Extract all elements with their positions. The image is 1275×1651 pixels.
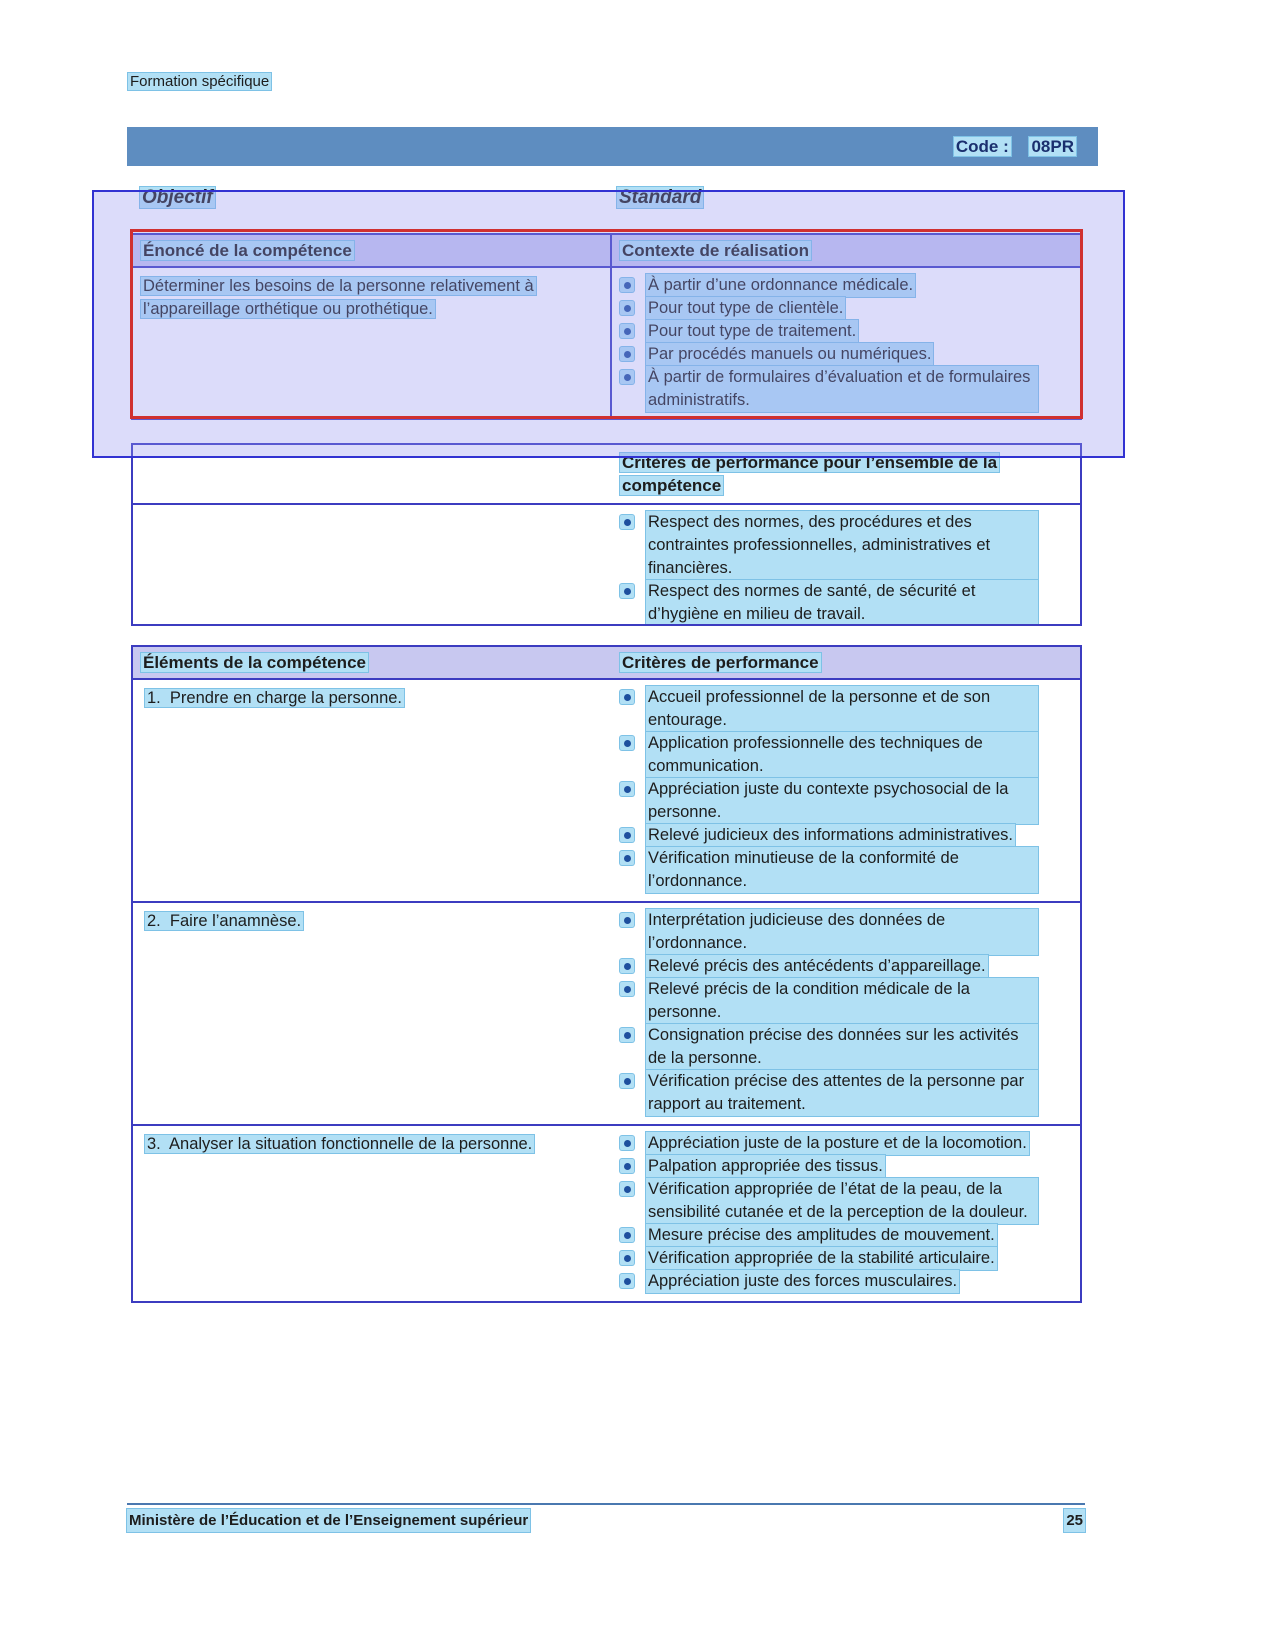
criteria-list — [612, 903, 1080, 1124]
empty-cell — [133, 445, 612, 503]
bullet-icon — [620, 828, 634, 842]
list-item — [618, 909, 1038, 955]
header-enonce-cell — [133, 235, 612, 266]
list-item — [618, 1178, 1038, 1224]
element-cell — [133, 680, 612, 901]
context-item-text: Pour tout type de clientèle. — [646, 297, 845, 320]
element-cell — [133, 903, 612, 1124]
header-elements-text: Éléments de la compétence — [143, 653, 366, 672]
list-item — [618, 1070, 1038, 1116]
overall-criteria-text: Respect des normes de santé, de sécurité et d’hygiène en milieu de travail. — [646, 580, 1038, 626]
competence-statement-table — [131, 233, 1082, 420]
criteria-text: Relevé judicieux des informations administratives. — [646, 824, 1015, 847]
page-footer — [127, 1503, 1085, 1532]
statement-text: Déterminer les besoins de la personne relativement à l’appareillage orthétique ou prothétique. — [143, 277, 534, 318]
standard-heading — [617, 186, 703, 209]
empty-cell — [133, 505, 612, 626]
header-criteria-text: Critères de performance — [622, 653, 819, 672]
criteria-text: Vérification minutieuse de la conformité de l’ordonnance. — [646, 847, 1038, 893]
header-elements-cell — [133, 647, 612, 678]
list-item — [618, 274, 1038, 297]
bullet-icon — [620, 1274, 634, 1288]
list-item — [618, 297, 1038, 320]
list-item — [618, 320, 1038, 343]
bullet-icon — [620, 324, 634, 338]
list-item — [618, 511, 1038, 580]
overall-criteria-body — [133, 505, 1080, 626]
list-item — [618, 847, 1038, 893]
page-number: 25 — [1064, 1509, 1085, 1532]
element-text: 1. Prendre en charge la personne. — [147, 689, 403, 707]
title-band — [127, 127, 1098, 166]
overall-criteria-text: Respect des normes, des procédures et des contraintes professionnelles, administratives et financières. — [646, 511, 1038, 580]
bullet-icon — [620, 370, 634, 384]
elements-table-header — [133, 647, 1080, 680]
criteria-text: Palpation appropriée des tissus. — [646, 1155, 885, 1178]
list-item — [618, 732, 1038, 778]
objectif-heading — [140, 186, 215, 209]
criteria-text: Relevé précis des antécédents d’appareillage. — [646, 955, 988, 978]
criteria-text: Relevé précis de la condition médicale de la personne. — [646, 978, 1038, 1024]
bullet-icon — [620, 301, 634, 315]
bullet-icon — [620, 1028, 634, 1042]
footer-ministry-text: Ministère de l’Éducation et de l’Enseignement supérieur — [127, 1509, 530, 1532]
bullet-icon — [620, 278, 634, 292]
bullet-icon — [620, 1074, 634, 1088]
table-row — [133, 1124, 1080, 1301]
list-item — [618, 778, 1038, 824]
bullet-icon — [620, 782, 634, 796]
document-code — [954, 135, 1076, 158]
criteria-text: Interprétation judicieuse des données de l’ordonnance. — [646, 909, 1038, 955]
criteria-text: Mesure précise des amplitudes de mouvement. — [646, 1224, 997, 1247]
header-criteria-cell — [612, 647, 1080, 678]
criteria-text: Consignation précise des données sur les activités de la personne. — [646, 1024, 1038, 1070]
overall-criteria-header-cell — [612, 445, 1080, 503]
list-item — [618, 1270, 1038, 1293]
bullet-icon — [620, 584, 634, 598]
overall-criteria-header — [133, 445, 1080, 505]
bullet-icon — [620, 959, 634, 973]
header-contexte-text: Contexte de réalisation — [622, 241, 810, 260]
criteria-text: Vérification précise des attentes de la personne par rapport au traitement. — [646, 1070, 1038, 1116]
criteria-text: Accueil professionnel de la personne et de son entourage. — [646, 686, 1038, 732]
bullet-icon — [620, 913, 634, 927]
bullet-icon — [620, 982, 634, 996]
criteria-text: Vérification appropriée de la stabilité articulaire. — [646, 1247, 997, 1270]
objectif-heading-text: Objectif — [142, 187, 213, 208]
list-item — [618, 686, 1038, 732]
list-item — [618, 1247, 1038, 1270]
list-item — [618, 1132, 1038, 1155]
bullet-icon — [620, 851, 634, 865]
bullet-icon — [620, 515, 634, 529]
bullet-icon — [620, 1159, 634, 1173]
standard-heading-text: Standard — [619, 187, 702, 208]
bullet-icon — [620, 1251, 634, 1265]
bullet-icon — [620, 1228, 634, 1242]
context-item-text: À partir de formulaires d’évaluation et de formulaires administratifs. — [646, 366, 1038, 412]
element-text: 2. Faire l’anamnèse. — [147, 912, 302, 930]
statement-cell — [133, 268, 612, 420]
criteria-text: Vérification appropriée de l’état de la peau, de la sensibilité cutanée et de la perception de la douleur. — [646, 1178, 1038, 1224]
list-item — [618, 580, 1038, 626]
bullet-icon — [620, 690, 634, 704]
overall-criteria-list — [612, 505, 1080, 626]
criteria-text: Appréciation juste de la posture et de la locomotion. — [646, 1132, 1029, 1155]
elements-table — [131, 645, 1082, 1303]
list-item — [618, 1224, 1038, 1247]
element-cell — [133, 1126, 612, 1301]
list-item — [618, 1024, 1038, 1070]
criteria-list — [612, 1126, 1080, 1301]
bullet-icon — [620, 1136, 634, 1150]
context-item-text: Pour tout type de traitement. — [646, 320, 858, 343]
section-label — [128, 70, 271, 93]
element-text: 3. Analyser la situation fonctionnelle de la personne. — [147, 1135, 533, 1153]
overall-criteria-table — [131, 443, 1082, 626]
criteria-text: Appréciation juste des forces musculaires. — [646, 1270, 959, 1293]
table-row — [133, 680, 1080, 901]
context-list — [612, 268, 1080, 420]
code-label: Code : — [955, 137, 1009, 156]
list-item — [618, 366, 1038, 412]
competence-table-body — [133, 268, 1080, 420]
section-label-text: Formation spécifique — [130, 73, 270, 90]
context-item-text: À partir d’une ordonnance médicale. — [646, 274, 915, 297]
table-row — [133, 901, 1080, 1124]
list-item — [618, 978, 1038, 1024]
bullet-icon — [620, 736, 634, 750]
context-item-text: Par procédés manuels ou numériques. — [646, 343, 933, 366]
list-item — [618, 824, 1038, 847]
overall-criteria-header-text: Critères de performance pour l’ensemble de la compétence — [622, 453, 998, 495]
list-item — [618, 343, 1038, 366]
criteria-text: Appréciation juste du contexte psychosocial de la personne. — [646, 778, 1038, 824]
header-contexte-cell — [612, 235, 1080, 266]
bullet-icon — [620, 1182, 634, 1196]
list-item — [618, 955, 1038, 978]
bullet-icon — [620, 347, 634, 361]
list-item — [618, 1155, 1038, 1178]
criteria-list — [612, 680, 1080, 901]
code-value: 08PR — [1031, 137, 1074, 156]
criteria-text: Application professionnelle des techniques de communication. — [646, 732, 1038, 778]
competence-table-header — [133, 235, 1080, 268]
header-enonce-text: Énoncé de la compétence — [143, 241, 352, 260]
